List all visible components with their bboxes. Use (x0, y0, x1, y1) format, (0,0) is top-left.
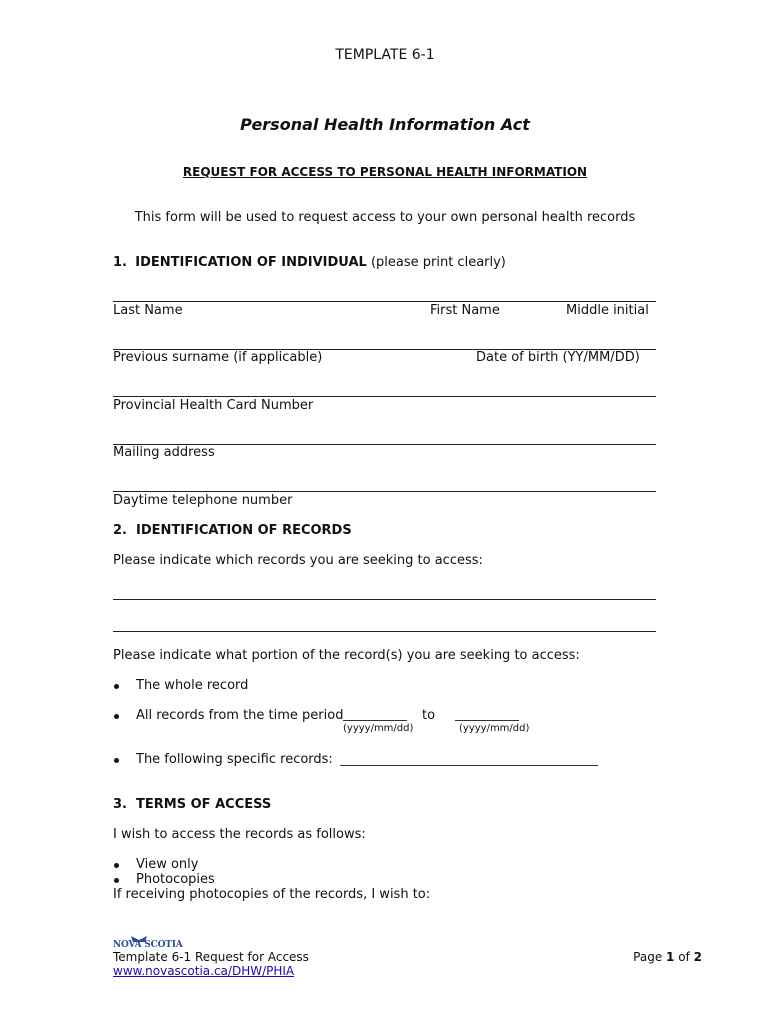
bullet-icon (114, 758, 119, 763)
section2-heading (113, 523, 352, 538)
portion-prompt: Please indicate what portion of the record(s) you are seeking to access: (113, 648, 580, 663)
records-field-line-1[interactable] (113, 599, 656, 600)
bullet-icon (114, 863, 119, 868)
section2-number: 2. (113, 523, 127, 538)
period-to-label: to (422, 708, 436, 723)
section1-number: 1. (113, 255, 127, 270)
last-name-label: Last Name (113, 303, 183, 318)
bullet-icon (114, 684, 119, 689)
section1-note: (please print clearly) (370, 255, 506, 270)
section1-heading (113, 255, 506, 270)
page-of: of (678, 950, 690, 964)
page-total: 2 (693, 950, 702, 964)
page-current: 1 (666, 950, 675, 964)
template-label: TEMPLATE 6-1 (335, 47, 435, 63)
option-time-period: All records from the time period (136, 708, 344, 723)
section3-title: TERMS OF ACCESS (136, 797, 272, 812)
first-name-label: First Name (430, 303, 500, 318)
records-prompt: Please indicate which records you are seeking to access: (113, 553, 483, 568)
name-field-line[interactable] (113, 301, 656, 302)
option-view-only: View only (136, 857, 199, 872)
page-prefix: Page (633, 950, 663, 964)
access-prompt: I wish to access the records as follows: (113, 827, 366, 842)
date-format-from: (yyyy/mm/dd) (343, 723, 414, 734)
page-title: Personal Health Information Act (240, 115, 530, 134)
section3-number: 3. (113, 797, 127, 812)
date-of-birth-label: Date of birth (YY/MM/DD) (476, 350, 640, 365)
photocopy-prompt: If receiving photocopies of the records, I wish to: (113, 887, 431, 902)
option-whole-record: The whole record (136, 678, 249, 693)
section3-heading (113, 797, 271, 812)
footer-url-link[interactable]: www.novascotia.ca/DHW/PHIA (113, 964, 295, 978)
option-specific-records: The following specific records: (136, 752, 333, 767)
health-card-label: Provincial Health Card Number (113, 398, 314, 413)
date-format-to: (yyyy/mm/dd) (459, 723, 530, 734)
middle-initial-label: Middle initial (566, 303, 649, 318)
option-photocopies: Photocopies (136, 872, 215, 887)
specific-records-field[interactable] (340, 765, 598, 766)
page-indicator (633, 950, 702, 964)
health-card-field-line[interactable] (113, 396, 656, 397)
phone-field-line[interactable] (113, 491, 656, 492)
period-to-field[interactable] (455, 720, 519, 721)
bullet-icon (114, 714, 119, 719)
section2-title: IDENTIFICATION OF RECORDS (136, 523, 352, 538)
bullet-icon (114, 878, 119, 883)
records-field-line-2[interactable] (113, 631, 656, 632)
section1-title: IDENTIFICATION OF INDIVIDUAL (135, 255, 367, 270)
footer-doc-name: Template 6-1 Request for Access (113, 950, 309, 964)
logo-text: NOVA SCOTIA (113, 940, 183, 950)
previous-surname-label: Previous surname (if applicable) (113, 350, 323, 365)
mailing-address-label: Mailing address (113, 445, 215, 460)
period-from-field[interactable] (343, 720, 407, 721)
form-subtitle: REQUEST FOR ACCESS TO PERSONAL HEALTH INFORMATION (182, 165, 588, 179)
intro-text: This form will be used to request access to your own personal health records (134, 210, 636, 225)
daytime-phone-label: Daytime telephone number (113, 493, 293, 508)
footer-url[interactable] (113, 964, 294, 978)
